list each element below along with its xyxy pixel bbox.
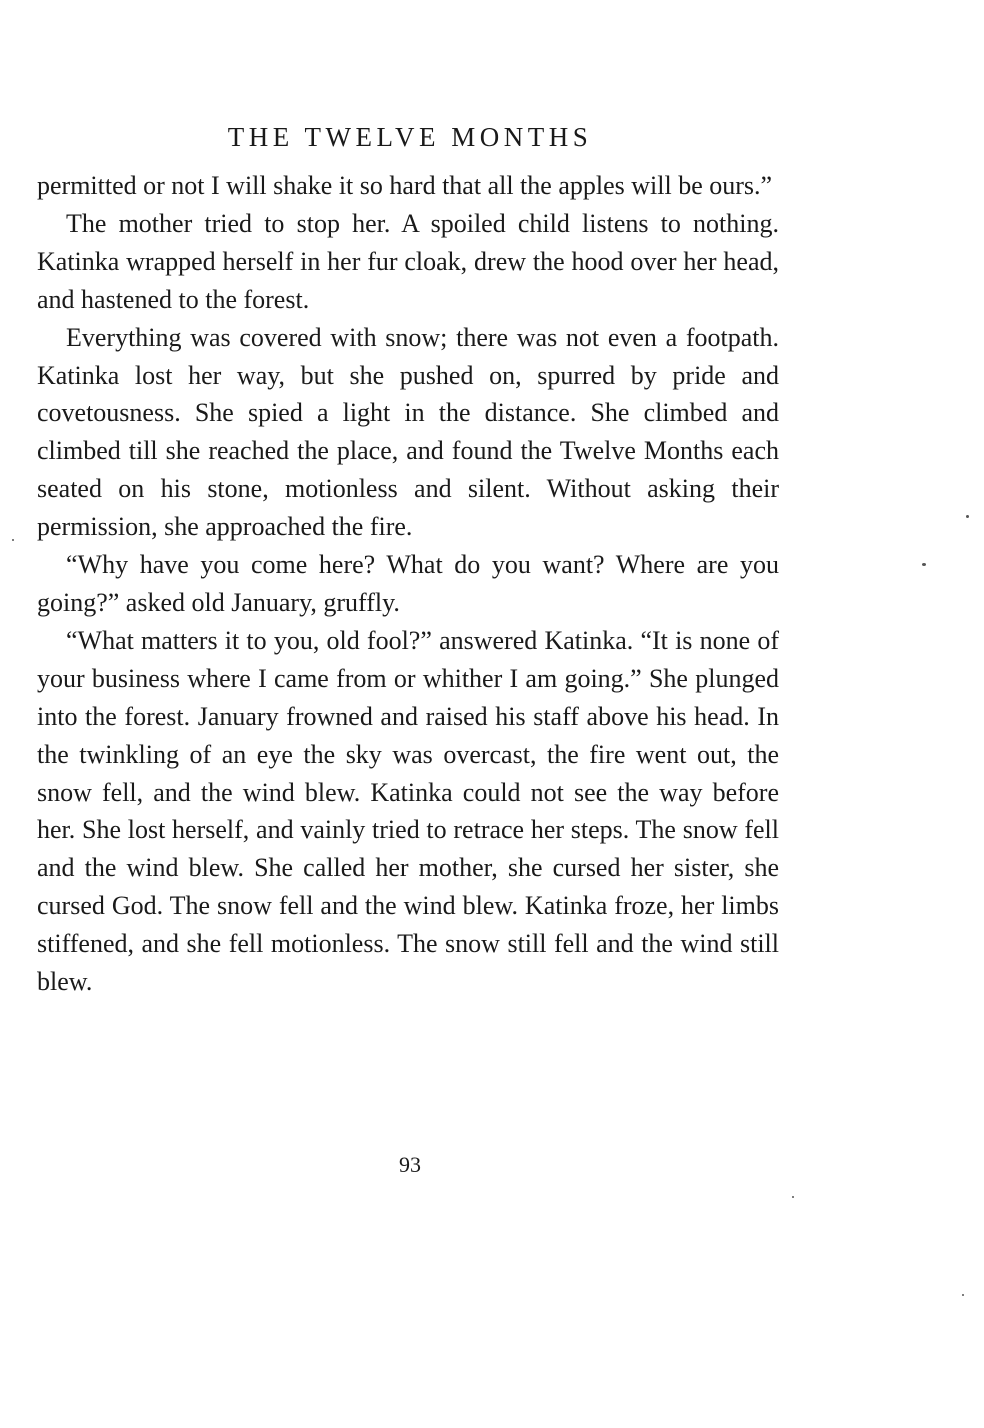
paragraph: permitted or not I will shake it so hard that all the apples will be ours.” (37, 171, 773, 200)
running-head: THE TWELVE MONTHS (227, 122, 593, 152)
scan-speck (922, 563, 926, 566)
paragraph: The mother tried to stop her. A spoiled child listens to nothing. Katinka wrapped herself in her fur cloak, drew the hood over her head, and hastened to the forest. (37, 208, 779, 314)
scan-speck (966, 515, 969, 518)
scan-speck (792, 1196, 794, 1198)
scan-speck (962, 1294, 964, 1296)
scan-speck (12, 539, 14, 541)
paragraph: “Why have you come here? What do you want? Where are you going?” asked old January, gruffly. (37, 550, 779, 617)
body-text (37, 167, 779, 1001)
page-number: 93 (399, 1152, 421, 1177)
paragraph: Everything was covered with snow; there was not even a footpath. Katinka lost her way, but she pushed on, spurred by pride and covetousness. She spied a light in the distance. She climbed and climbed till she reached the place, and found the Twelve Months each seated on his stone, motionless and silent. Without asking their permission, she approached the fire. (37, 322, 779, 542)
paragraph: “What matters it to you, old fool?” answered Katinka. “It is none of your business where I came from or whither I am going.” She plunged into the forest. January frowned and raised his staff above his head. In the twinkling of an eye the sky was overcast, the fire went out, the snow fell, and the wind blew. Katinka could not see the way before her. She lost herself, and vainly tried to retrace her steps. The snow fell and the wind blew. She called her mother, she cursed her sister, she cursed God. The snow fell and the wind blew. Katinka froze, her limbs stiffened, and she fell motionless. The snow still fell and the wind still blew. (37, 625, 779, 997)
